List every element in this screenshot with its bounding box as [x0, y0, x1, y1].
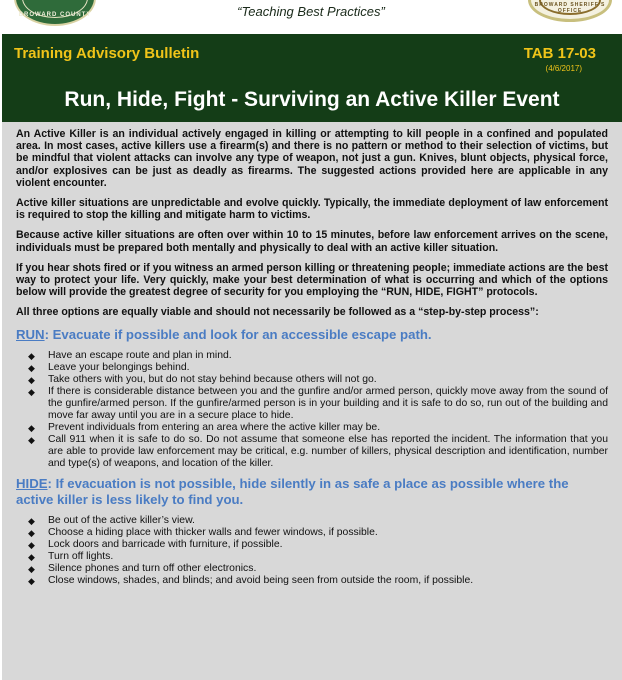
- list-item-text: If there is considerable distance between you and the gunfire and/or armed person, quickly move away from the sound of the gunfire/armed person. If the gunfire/armed person is in your building and it is safe to do so, run out of the building and move far away until you are in a secure place to hide.: [48, 385, 608, 421]
- diamond-bullet-icon: ◆: [28, 551, 35, 562]
- diamond-bullet-icon: ◆: [28, 386, 35, 397]
- bulletin-label: Training Advisory Bulletin: [14, 45, 200, 62]
- unpredictable-paragraph: Active killer situations are unpredictable and evolve quickly. Typically, the immediate deployment of law enforcement is required to stop the killing and mitigate harm to victims.: [16, 197, 608, 222]
- bulletin-body: [2, 122, 622, 680]
- run-heading: [16, 327, 608, 343]
- list-item: [16, 515, 608, 527]
- immediate-action-paragraph: If you hear shots fired or if you witness an armed person killing or threatening people; immediate actions are the best way to protect your life. Very quickly, make your best determination of what is occurring and which of the options below will provide the greatest degree of security for you employing the “RUN, HIDE, FIGHT” protocols.: [16, 261, 608, 299]
- list-item-text: Close windows, shades, and blinds; and avoid being seen from outside the room, if possible.: [48, 574, 474, 586]
- tagline: “Teaching Best Practices”: [237, 4, 385, 19]
- list-item-text: Lock doors and barricade with furniture, if possible.: [48, 538, 283, 550]
- list-item: [16, 434, 608, 470]
- diamond-bullet-icon: ◆: [28, 350, 35, 361]
- diamond-bullet-icon: ◆: [28, 515, 35, 526]
- hide-heading: [16, 476, 608, 508]
- hide-keyword: HIDE: [16, 475, 48, 491]
- list-item: [16, 374, 608, 386]
- list-item-text: Silence phones and turn off other electronics.: [48, 562, 257, 574]
- list-item: [16, 362, 608, 374]
- hide-list: [16, 515, 608, 587]
- diamond-bullet-icon: ◆: [28, 434, 35, 445]
- list-item: [16, 575, 608, 587]
- bulletin-banner: [2, 34, 622, 122]
- list-item-text: Leave your belongings behind.: [48, 361, 190, 373]
- bulletin-title: Run, Hide, Fight - Surviving an Active Killer Event: [64, 88, 560, 111]
- diamond-bullet-icon: ◆: [28, 362, 35, 373]
- list-item-text: Choose a hiding place with thicker walls and fewer windows, if possible.: [48, 526, 378, 538]
- diamond-bullet-icon: ◆: [28, 563, 35, 574]
- county-seal-text: BROWARD COUNTY: [18, 12, 92, 18]
- list-item-text: Prevent individuals from entering an area where the active killer may be.: [48, 421, 381, 433]
- hide-heading-text: : If evacuation is not possible, hide silently in as safe a place as possible where the active killer is less likely to find you.: [16, 475, 569, 507]
- list-item-text: Be out of the active killer’s view.: [48, 514, 195, 526]
- run-keyword: RUN: [16, 326, 45, 342]
- diamond-bullet-icon: ◆: [28, 422, 35, 433]
- diamond-bullet-icon: ◆: [28, 527, 35, 538]
- top-header: [0, 0, 622, 34]
- bulletin-date: (4/6/2017): [545, 64, 582, 73]
- list-item-text: Have an escape route and plan in mind.: [48, 349, 232, 361]
- list-item: [16, 563, 608, 575]
- list-item-text: Call 911 when it is safe to do so. Do not assume that someone else has reported the incident. The information that you are able to provide law enforcement may be critical, e.g. number of killers, physical description and identification, number and type(s) of weapons, and location of the killer.: [48, 433, 608, 469]
- diamond-bullet-icon: ◆: [28, 374, 35, 385]
- list-item: [16, 422, 608, 434]
- sheriff-badge-text: BROWARD SHERIFF'S OFFICE: [534, 2, 606, 14]
- list-item: [16, 527, 608, 539]
- list-item-text: Turn off lights.: [48, 550, 114, 562]
- options-paragraph: All three options are equally viable and should not necessarily be followed as a “step-by-step process”:: [16, 306, 539, 319]
- list-item: [16, 386, 608, 422]
- timeframe-paragraph: Because active killer situations are often over within 10 to 15 minutes, before law enforcement arrives on the scene, individuals must be prepared both mentally and physically to deal with an active killer situation.: [16, 229, 608, 254]
- list-item: [16, 350, 608, 362]
- list-item-text: Take others with you, but do not stay behind because others will not go.: [48, 373, 377, 385]
- run-list: [16, 350, 608, 470]
- list-item: [16, 551, 608, 563]
- tab-number: TAB 17-03: [523, 45, 596, 62]
- run-heading-text: : Evacuate if possible and look for an accessible escape path.: [44, 326, 432, 342]
- list-item: [16, 539, 608, 551]
- diamond-bullet-icon: ◆: [28, 575, 35, 586]
- intro-paragraph: An Active Killer is an individual actively engaged in killing or attempting to kill people in a confined and populated area. In most cases, active killers use a firearm(s) and there is no pattern or method to their selection of victims, but be mindful that violent attacks can involve any type of weapon, not just a gun. Knives, blunt objects, physical force, and/or explosives can be just as deadly as firearms. The suggested actions provided here are applicable in any violent encounter.: [16, 128, 608, 189]
- diamond-bullet-icon: ◆: [28, 539, 35, 550]
